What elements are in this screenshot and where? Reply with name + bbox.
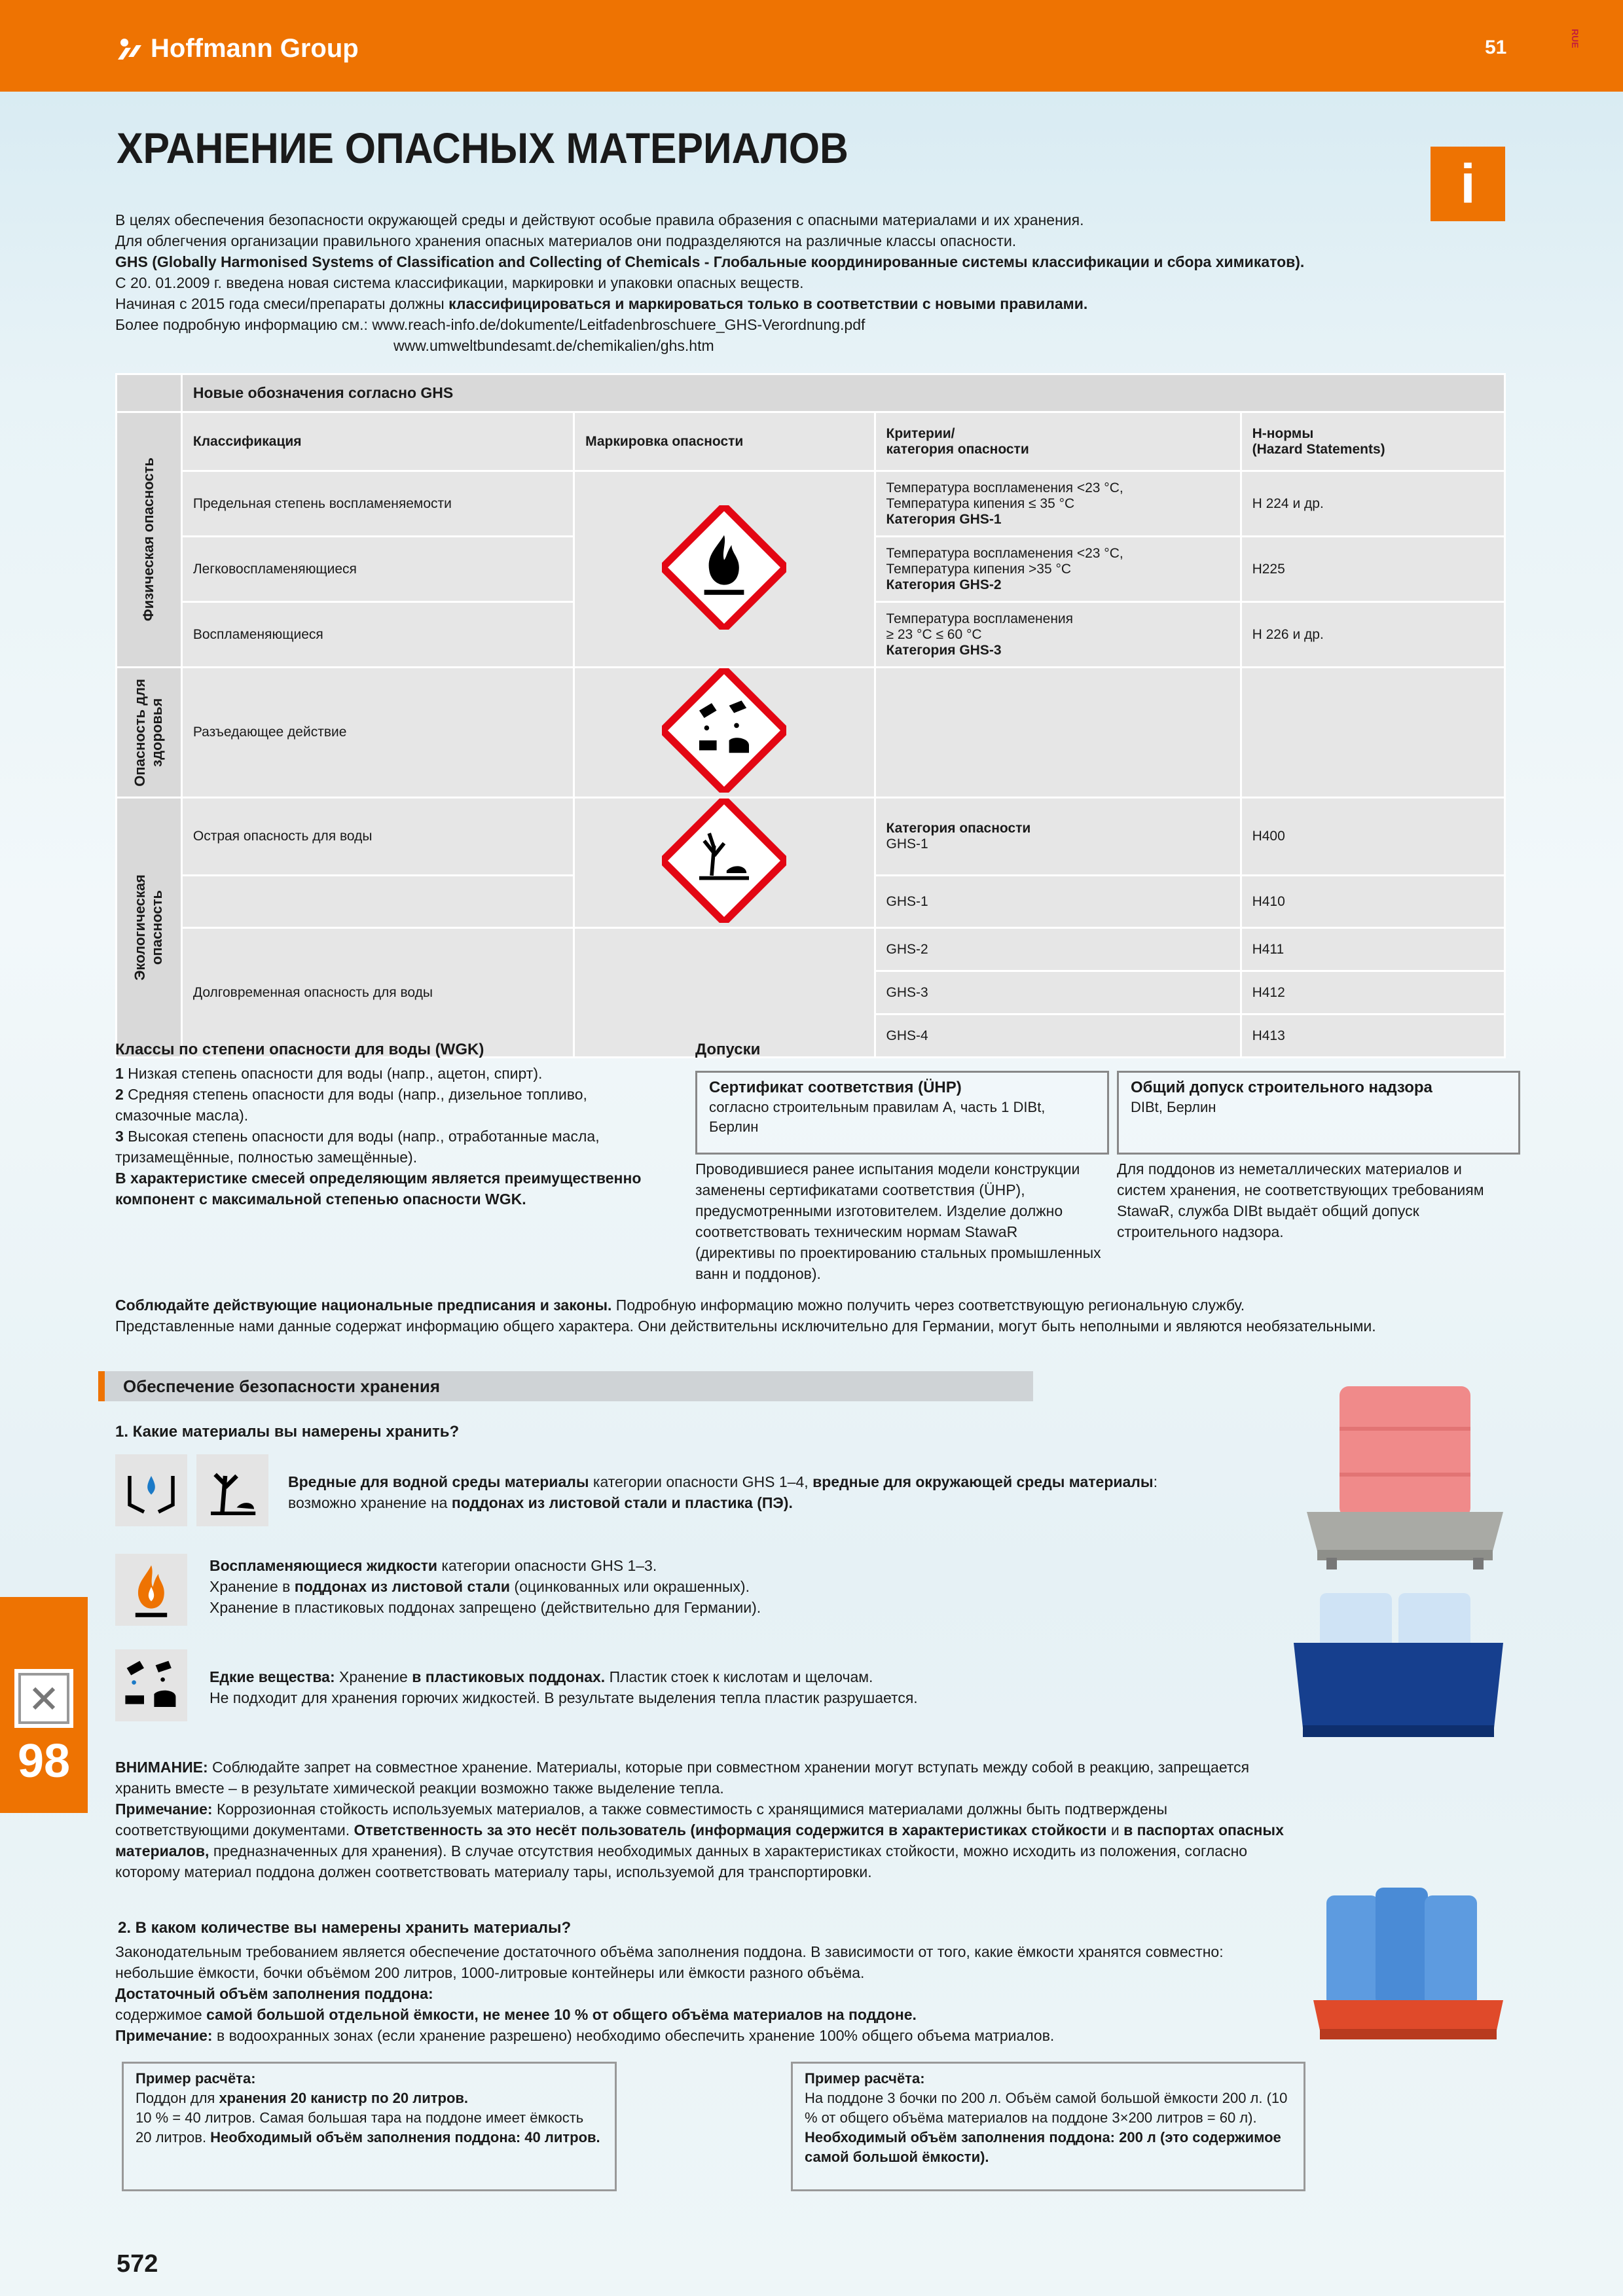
intro-line: С 20. 01.2009 г. введена новая система классификации, маркировки и упаковки опасных веществ. — [115, 274, 804, 291]
water-hazard-text: Вредные для водной среды материалы категории опасности GHS 1–4, вредные для окружающей среды материалы: возможно хранение на поддонах из листовой стали и пластика (ПЭ). — [288, 1473, 1158, 1511]
calculation-example-1: Пример расчёта: Поддон для хранения 20 канистр по 20 литров. 10 % = 40 литров. Самая большая тара на поддоне имеет ёмкость 20 литров. Необходимый объём заполнения поддона: 40 литров. — [122, 2062, 617, 2191]
intro-line: В целях обеспечения безопасности окружающей среды и действуют особые правила образения с опасными материалами и их хранения. — [115, 211, 1084, 228]
intro-line: Начиная с 2015 года смеси/препараты должны классифицироваться и маркироваться только в соответствии с новыми правилами. — [115, 295, 1088, 312]
environment-icon — [196, 1454, 268, 1526]
wgk-note: В характеристике смесей определяющим является преимущественно компонент с максимальной степенью опасности WGK. — [115, 1170, 642, 1208]
flame-pictogram — [574, 471, 875, 668]
wgk-item: 1 Низкая степень опасности для воды (напр., ацетон, спирт). — [115, 1065, 543, 1082]
steel-pallet-image — [1307, 1381, 1503, 1571]
intro-text — [115, 209, 1425, 356]
storage-section-title: Обеспечение безопасности хранения — [123, 1376, 441, 1396]
side-ecological: Экологическая опасность — [117, 798, 182, 1058]
chapter-number: 98 — [17, 1735, 71, 1787]
national-regulations: Соблюдайте действующие национальные предписания и законы. Подробную информацию можно получить через соответствующую региональную службу. Представленные нами данные содержат информацию общего характера. Они действительны исключительно для Германии, могут быть неполными и являются необязательными. — [115, 1297, 1376, 1335]
table-row: Легковоспламеняющиеся Температура воспламенения <23 °C, Температура кипения >35 °C Категория GHS-2 H225 — [117, 537, 1505, 602]
question-2: 2. В каком количестве вы намерены хранить материалы? Законодательным требованием является обеспечение достаточного объёма заполнения поддона. В зависимости от того, какие ёмкости хранятся совместно: небольшие ёмкости, бочки объёмом 200 литров, 1000-литровые контейнеры или ёмкости разного объёма. Достаточный объём заполнения поддона: содержимое самой большой отдельной ёмкости, не менее 10 % от общего объёма материалов на поддоне. Примечание: в водоохранных зонах (если хранение разрешено) необходимо обеспечить хранение 100% общего объема матриалов. — [115, 1919, 1224, 2044]
environment-icon — [662, 798, 786, 923]
approvals-title-wrap — [695, 1039, 1088, 1063]
wgk-section — [115, 1039, 659, 1210]
corrosion-icon — [115, 1649, 187, 1721]
page-number: 572 — [117, 2250, 158, 2278]
table-row: Предельная степень воспламеняемости Температура воспламенения <23 °C, Температура кипения ≤ 35 °C Категория GHS-1 H 224 и др. — [117, 471, 1505, 537]
wgk-item: 2 Средняя степень опасности для воды (напр., дизельное топливо, смазочные масла). — [115, 1086, 587, 1124]
calculation-example-2: Пример расчёта: На поддоне 3 бочки по 200 л. Объём самой большой ёмкости 200 л. (10 % от общего объёма материалов на поддоне 3×200 литров = 60 л). Необходимый объём заполнения поддона: 200 л (это содержимое самой большой ёмкости). — [791, 2062, 1305, 2191]
storage-section-header — [98, 1371, 1033, 1401]
table-row: GHS-4 H413 — [117, 1014, 1505, 1058]
corrosive-text: Едкие вещества: Хранение в пластиковых поддонах. Пластик стоек к кислотам и щелочам. Не подходит для хранения горючих жидкостей. В результате выделения тепла пластик разрушается. — [210, 1668, 918, 1706]
info-icon: i — [1431, 147, 1505, 221]
dibt-approval-box — [1117, 1071, 1520, 1155]
intro-line: GHS (Globally Harmonised Systems of Classification and Collecting of Chemicals - Глобальные координированные системы классификации и сбора химикатов). — [115, 253, 1305, 270]
intro-link: Более подробную информацию см.: www.reach-info.de/dokumente/Leitfadenbroschuere_GHS-Verordnung.pdf — [115, 316, 866, 333]
corrosion-pictogram — [574, 668, 875, 798]
language-code: RUE — [1570, 29, 1580, 48]
uhp-title: Сертификат соответствия (ÜHP) — [709, 1079, 962, 1096]
page-title: ХРАНЕНИЕ ОПАСНЫХ МАТЕРИАЛОВ — [117, 124, 848, 172]
hoffmann-logo-icon — [117, 37, 143, 61]
flame-icon — [662, 505, 786, 630]
corrosion-icon — [662, 668, 786, 793]
table-row: Экологическая опасность Острая опасность для воды Категория опасности GHS-1 H400 — [117, 798, 1505, 876]
dibt-description: Для поддонов из неметаллических материалов и систем хранения, не соответствующих требованиям StawaR, служба DIBt выдаёт общий допуск строительного надзора. — [1117, 1160, 1484, 1240]
question-1: 1. Какие материалы вы намерены хранить? — [115, 1423, 460, 1441]
warning-text: ВНИМАНИЕ: Соблюдайте запрет на совместное хранение. Материалы, которые при совместном хранении могут вступать между собой в реакцию, запрещается хранить вместе – в результате химической реакции возможно также выделение тепла. Примечание: Коррозионная стойкость используемых материалов, а также совместимость с хранящимися материалами должны быть подтверждены соответствующими документами. Ответственность за это несёт пользователь (информация содержится в характеристиках стойкости и в паспортах опасных материалов, предназначенных для хранения). В случае отсутствия необходимых данных в характеристиках стойкости, можно исходить из положения, согласно которому материал поддона должен соответствовать материалу тары, используемой для транспортировки. — [115, 1759, 1284, 1880]
uhp-description: Проводившиеся ранее испытания модели конструкции заменены сертификатами соответствия (ÜHP), предусмотренными изготовителем. Изделие должно соответствовать техническим нормам StawaR (директивы по проектированию стальных промышленных ванн и поддонов). — [695, 1160, 1101, 1282]
section-page-number: 51 — [1485, 37, 1507, 58]
col-classification: Классификация — [181, 412, 574, 471]
col-marking: Маркировка опасности — [574, 412, 875, 471]
ghs-table — [115, 373, 1506, 1058]
pallet-icon — [14, 1669, 73, 1728]
wgk-title: Классы по степени опасности для воды (WGK) — [115, 1041, 484, 1058]
dibt-text: DIBt, Берлин — [1131, 1099, 1216, 1115]
table-title: Новые обозначения согласно GHS — [181, 374, 1504, 412]
flammable-text: Воспламеняющиеся жидкости категории опасности GHS 1–3. Хранение в поддонах из листовой стали (оцинкованных или окрашенных). Хранение в пластиковых поддонах запрещено (действительно для Германии). — [210, 1557, 761, 1616]
brand-logo — [117, 34, 359, 63]
table-row: Долговременная опасность для воды GHS-2 H411 — [117, 928, 1505, 971]
intro-line: Для облегчения организации правильного хранения опасных материалов они подразделяются на различные классы опасности. — [115, 232, 1017, 249]
environment-pictogram — [574, 798, 875, 928]
flame-icon — [115, 1554, 187, 1626]
side-physical: Физическая опасность — [117, 412, 182, 668]
table-row: GHS-3 H412 — [117, 971, 1505, 1014]
approvals-title: Допуски — [695, 1041, 761, 1058]
hands-water-icon — [115, 1454, 187, 1526]
top-bar — [0, 0, 1623, 92]
dibt-title: Общий допуск строительного надзора — [1131, 1079, 1432, 1096]
uhp-text: согласно строительным правилам А, часть 1 DIBt, Берлин — [709, 1099, 1046, 1135]
drum-pallet-image — [1313, 1876, 1503, 2046]
side-health: Опасность для здоровья — [117, 668, 182, 798]
intro-link: www.umweltbundesamt.de/chemikalien/ghs.htm — [393, 337, 714, 354]
col-h-statements: H-нормы (Hazard Statements) — [1241, 412, 1504, 471]
uhp-certificate-box — [695, 1071, 1109, 1155]
plastic-pallet-image — [1294, 1590, 1503, 1741]
brand-name: Hoffmann Group — [151, 34, 359, 63]
table-row: Опасность для здоровья Разъедающее действие — [117, 668, 1505, 798]
table-row: Воспламеняющиеся Температура воспламенения ≥ 23 °C ≤ 60 °C Категория GHS-3 H 226 и др. — [117, 602, 1505, 668]
col-criteria: Критерии/ категория опасности — [875, 412, 1241, 471]
table-row: GHS-1 H410 — [117, 876, 1505, 928]
wgk-item: 3 Высокая степень опасности для воды (напр., отработанные масла, тризамещённые, полностью замещённые). — [115, 1128, 600, 1166]
chapter-side-tab — [0, 1597, 88, 1813]
